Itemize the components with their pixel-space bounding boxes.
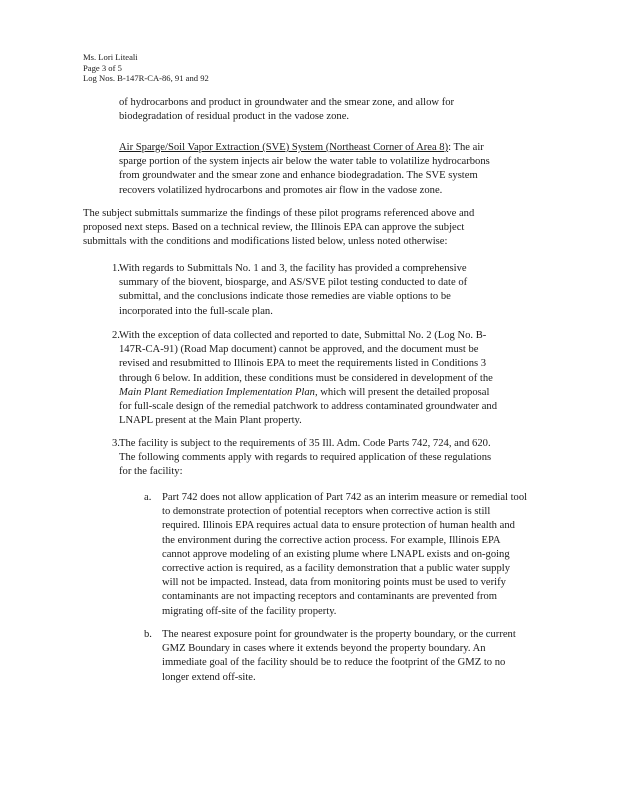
text-line: With regards to Submittals No. 1 and 3, the facility has provided a comprehensive xyxy=(119,263,467,274)
item-1-text xyxy=(119,262,467,319)
as-sve-heading: Air Sparge/Soil Vapor Extraction (SVE) System (Northeast Corner of Area 8) xyxy=(119,142,449,153)
header-log-numbers: Log Nos. B-147R-CA-86, 91 and 92 xyxy=(83,73,209,83)
as-sve-paragraph xyxy=(119,141,490,198)
text-line: corrective action is required, as a facility demonstration that a public water supply xyxy=(162,563,511,575)
text-line: through 6 below. In addition, these conditions must be considered in development of the xyxy=(119,372,493,384)
text-line: Part 742 does not allow application of Part 742 as an interim measure or remedial tool xyxy=(162,492,528,503)
item-number: 1. xyxy=(112,263,120,274)
plan-title-suffix: , which will present the detailed proposal xyxy=(314,386,490,398)
item-number: 3. xyxy=(112,438,120,449)
intro-continuation xyxy=(119,96,454,124)
item-2-text xyxy=(119,329,497,428)
as-sve-heading-suffix: : The air xyxy=(448,142,484,153)
text-line: from groundwater and the smear zone and enhance biodegradation. The SVE system xyxy=(119,170,478,182)
text-line: immediate goal of the facility should be to reduce the footprint of the GMZ to no xyxy=(162,657,506,669)
text-line: GMZ Boundary in cases where it extends beyond the property boundary. An xyxy=(162,643,486,655)
text-line: summary of the biovent, biosparge, and AS/SVE pilot testing conducted to date of xyxy=(119,277,468,289)
text-line: of hydrocarbons and product in groundwater and the smear zone, and allow for xyxy=(119,97,455,108)
text-line: biodegradation of residual product in the vadose zone. xyxy=(119,111,350,123)
text-line: incorporated into the full-scale plan. xyxy=(119,305,273,317)
subitem-label: b. xyxy=(144,629,152,640)
text-line: recovers volatilized hydrocarbons and promotes air flow in the vadose zone. xyxy=(119,184,443,196)
text-line: longer extend off-site. xyxy=(162,671,256,683)
subitem-a-text xyxy=(162,491,527,619)
page-header xyxy=(83,52,209,84)
subitem-label: a. xyxy=(144,492,152,503)
plan-title: Main Plant Remediation Implementation Plan xyxy=(119,386,315,398)
plan-title-line xyxy=(119,386,497,400)
text-line: submittals with the conditions and modifications listed below, unless noted otherwise: xyxy=(83,236,448,248)
text-line: will not be impacted. Instead, data from monitoring points must be used to verify xyxy=(162,577,506,589)
as-sve-heading-line xyxy=(119,141,490,155)
text-line: contaminants are not impacting receptors and contaminants are prevented from xyxy=(162,591,498,603)
text-line: to demonstrate protection of potential receptors when corrective action is still xyxy=(162,506,491,518)
subitem-b-text xyxy=(162,628,516,685)
summary-paragraph xyxy=(83,207,474,250)
text-line: migrating off-site of the facility property. xyxy=(162,605,337,617)
item-number: 2. xyxy=(112,330,120,341)
text-line: required. Illinois EPA requires actual data to ensure protection of human health and xyxy=(162,520,515,532)
header-page-number: Page 3 of 5 xyxy=(83,62,122,73)
text-line: the environment during the corrective action process. For example, Illinois EPA xyxy=(162,534,501,546)
item-3-text xyxy=(119,437,491,480)
text-line: proposed next steps. Based on a technical review, the Illinois EPA can approve the subject xyxy=(83,222,465,234)
text-line: sparge portion of the system injects air below the water table to volatilize hydrocarbons xyxy=(119,156,490,168)
header-recipient: Ms. Lori Liteali xyxy=(83,52,138,62)
text-line: revised and resubmitted to Illinois EPA to meet the requirements listed in Conditions 3 xyxy=(119,358,487,370)
text-line: With the exception of data collected and reported to date, Submittal No. 2 (Log No. B- xyxy=(119,330,487,341)
text-line: cannot approve modeling of an existing plume where LNAPL exists and on-going xyxy=(162,548,510,560)
text-line: The nearest exposure point for groundwater is the property boundary, or the current xyxy=(162,629,516,640)
text-line: LNAPL present at the Main Plant property. xyxy=(119,415,302,427)
text-line: for the facility: xyxy=(119,466,183,478)
text-line: The subject submittals summarize the findings of these pilot programs referenced above and xyxy=(83,208,475,219)
text-line: 147R-CA-91) (Road Map document) cannot be approved, and the document must be xyxy=(119,344,479,356)
text-line: submittal, and the conclusions indicate those remedies are viable options to be xyxy=(119,291,451,303)
text-line: The facility is subject to the requirements of 35 Ill. Adm. Code Parts 742, 724, and 620. xyxy=(119,438,491,449)
text-line: for full-scale design of the remedial patchwork to address contaminated groundwater and xyxy=(119,401,498,413)
text-line: The following comments apply with regards to required application of these regulations xyxy=(119,452,492,464)
